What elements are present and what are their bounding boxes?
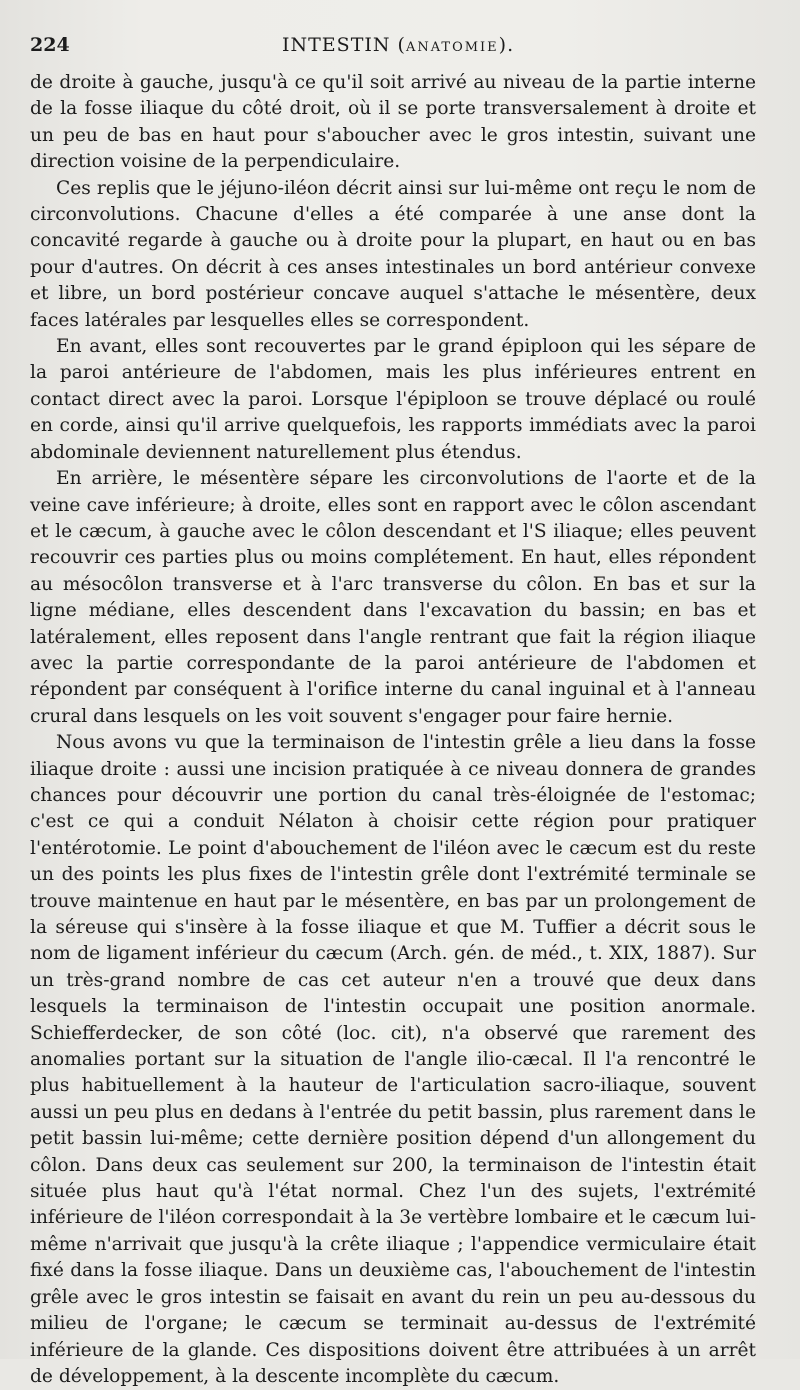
running-title-main: INTESTIN — [282, 34, 391, 56]
running-title — [282, 34, 514, 56]
running-title-close: ). — [498, 34, 515, 56]
paragraph-en-arriere: En arrière, le mésentère sépare les circonvolutions de l'aorte et de la veine cave inférieure; à droite, elles sont en rapport avec le côlon ascendant et le cæcum, à gauche avec le côlon descendant et l'S iliaque; elles peuvent recouvrir ces parties plus ou moins complétement. En haut, elles répondent au mésocôlon transverse et à l'arc transverse du côlon. En bas et sur la ligne médiane, elles descendent dans l'excavation du bassin; en bas et latéralement, elles reposent dans l'angle rentrant que fait la région iliaque avec la partie correspondante de la paroi antérieure de l'abdomen et répondent par conséquent à l'orifice interne du canal inguinal et à l'anneau crural dans lesquels on les voit souvent s'engager pour faire hernie. — [30, 468, 756, 727]
page-header — [30, 34, 756, 64]
paragraph-en-avant: En avant, elles sont recouvertes par le grand épiploon qui les sépare de la paroi antérieure de l'abdomen, mais les plus inférieures entrent en contact direct avec la paroi. Lorsque l'épiploon se trouve déplacé ou roulé en corde, ainsi qu'il arrive quelquefois, les rapports immédiats avec la paroi abdominale deviennent naturellement plus étendus. — [30, 336, 756, 463]
paragraph-continued: de droite à gauche, jusqu'à ce qu'il soit arrivé au niveau de la partie interne de la fosse iliaque du côté droit, où il se porte transversalement à droite et un peu de bas en haut pour s'aboucher avec le gros intestin, suivant une direction voisine de la perpendiculaire. — [30, 72, 756, 173]
body-text — [30, 70, 756, 1390]
page-number: 224 — [30, 34, 70, 56]
running-title-subject: ANATOMIE — [405, 40, 499, 55]
paragraph-terminaison: Nous avons vu que la terminaison de l'intestin grêle a lieu dans la fosse iliaque droite : aussi une incision pratiquée à ce niveau donnera de grandes chances pour découvrir une portion du canal très-éloignée de l'estomac; c'est ce qui a conduit Nélaton à choisir cette région pour pratiquer l'entérotomie. Le point d'abouchement de l'iléon avec le cæcum est du reste un des points les plus fixes de l'intestin grêle dont l'extrémité terminale se trouve maintenue en haut par le mésentère, en bas par un prolongement de la séreuse qui s'insère à la fosse iliaque et que M. Tuffier a décrit sous le nom de ligament inférieur du cæcum (Arch. gén. de méd., t. XIX, 1887). Sur un très-grand nombre de cas cet auteur n'en a trouvé que deux dans lesquels la terminaison de l'intestin occupait une position anormale. Schiefferdecker, de son côté (loc. cit), n'a observé que rarement des anomalies portant sur la situation de l'angle ilio-cæcal. Il l'a rencontré le plus habituellement à la hauteur de l'articulation sacro-iliaque, souvent aussi un peu plus en dedans à l'entrée du petit bassin, plus rarement dans le petit bassin lui-même; cette dernière position dépend d'un allongement du côlon. Dans deux cas seulement sur 200, la terminaison de l'intestin était située plus haut qu'à l'état normal. Chez l'un des sujets, l'extrémité inférieure de l'iléon correspondait à la 3e vertèbre lombaire et le cæcum lui-même n'arrivait que jusqu'à la crête iliaque ; l'appendice vermiculaire était fixé dans la fosse iliaque. Dans un deuxième cas, l'abouchement de l'intestin grêle avec le gros intestin se faisait en avant du rein un peu au-dessous du milieu de l'organe; le cæcum se terminait au-dessus de l'extrémité inférieure de la glande. Ces dispositions doivent être attribuées à un arrêt de développement, à la descente incomplète du cæcum. — [30, 732, 756, 1387]
running-title-open: ( — [390, 34, 406, 56]
paragraph-circonvolutions: Ces replis que le jéjuno-iléon décrit ainsi sur lui-même ont reçu le nom de circonvolutions. Chacune d'elles a été comparée à une anse dont la concavité regarde à gauche ou à droite pour la plupart, en haut ou en bas pour d'autres. On décrit à ces anses intestinales un bord antérieur convexe et libre, un bord postérieur concave auquel s'attache le mésentère, deux faces latérales par lesquelles elles se correspondent. — [30, 177, 756, 331]
